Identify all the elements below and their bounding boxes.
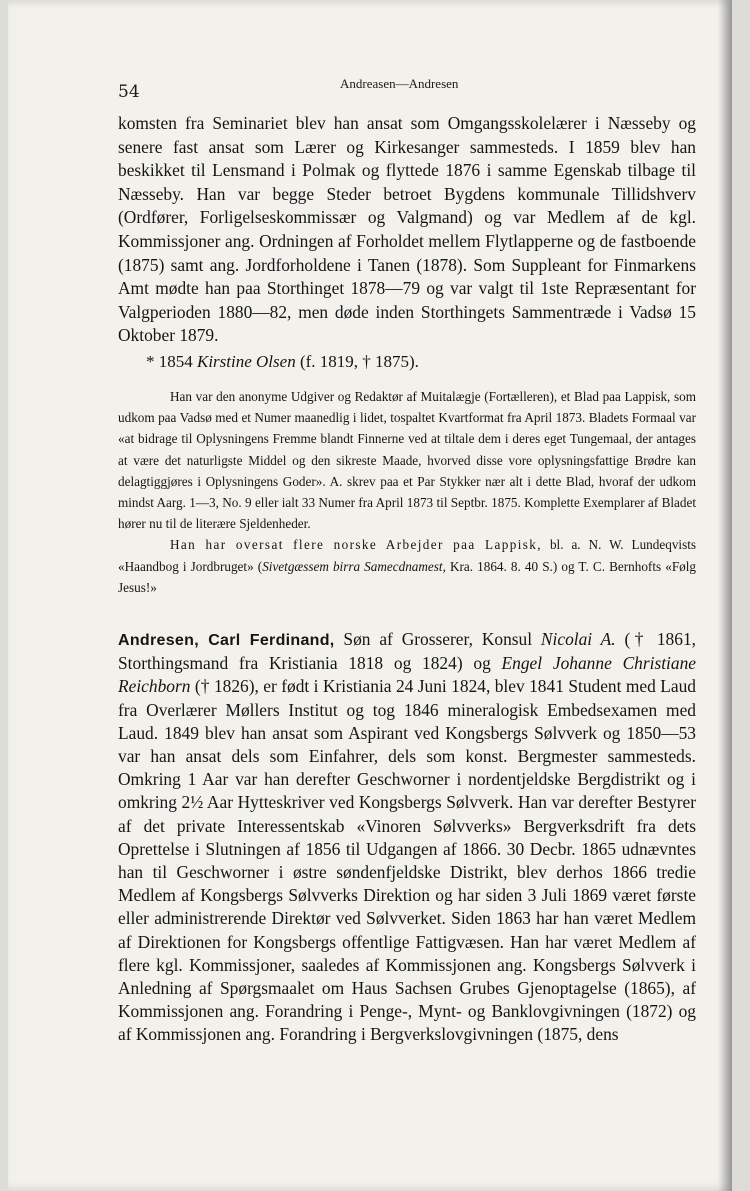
footnote-book-title: Sivetgæssem birra Samecdnamest [262, 558, 443, 574]
family-line [146, 350, 696, 374]
entry-text-2: († 1861, Storthingsmand fra Kristiania 1818 og 1824) og [118, 628, 696, 674]
spouse-name: Kirstine Olsen [197, 351, 296, 371]
entry-text-3: († 1826), er født i Kristiania 24 Juni 1824, blev 1841 Student med Laud fra Overlærer Møllers Institut og tog 1846 mineralogisk Embedsexamen med Laud. 1849 blev han ansat som Aspirant ved Kongsbergs Sølvverk og 1850—53 var han ansat dels som Einfahrer, dels som konst. Bergmester sammesteds. Omkring 1 Aar var han derefter Geschworner i nordentjeldske Bergdistrikt og i omkring 2½ Aar Hytteskriver ved Kongsbergs Sølvverk. Han var derefter Bestyrer af det private Interessentskab «Vinoren Sølvverks» Bergverksdrift fra dets Oprettelse i Slutningen af 1856 til Udgangen af 1866. 30 Decbr. 1865 udnævntes han til Geschworner i østre søndenfjeldske Distrikt, blev derhos 1866 tredie Medlem af Kongsbergs Sølvverks Direktion og har siden 3 Juli 1869 været første eller administrerende Direktør ved Sølvverket. Siden 1863 har han været Medlem af Direktionen for Kongsbergs offentlige Fattigvæsen. Han har været Medlem af flere kgl. Kommissjoner, saaledes af Kommissjonen ang. Kongsbergs Sølvverk i Anledning af Spørgsmaalet om Haus Sachsen Grubes Gjenoptagelse (1865), af Kommissjonen ang. Forandring i Penge-, Mynt- og Banklovgivningen (1872) og af Kommissjonen ang. Forandring i Bergverkslovgivningen (1875, dens [118, 676, 696, 1045]
book-page [8, 0, 732, 1191]
biography-entry [118, 628, 696, 1047]
continuation-paragraph: komsten fra Seminariet blev han ansat som Omgangsskolelærer i Næsseby og senere fast ansat som Lærer og Kirkesanger sammesteds. I 1859 blev han beskikket til Lensmand i Polmak og flyttede 1876 i samme Egenskab tilbage til Næsseby. Han var begge Steder betroet Bygdens kommunale Tillidshverv (Ordfører, Forligelseskommissær og Valgmand) og var Medlem af de kgl. Kommissjoner ang. Ordningen af Forholdet mellem Flytlapperne og de fastboende (1875) samt ang. Jordforholdene i Tanen (1878). Som Suppleant for Finmarkens Amt mødte han paa Storthinget 1878—79 og var valgt til 1ste Repræsentant for Valgperioden 1880—82, men døde inden Storthingets Sammentræde i Vadsø 15 Oktober 1879. [118, 113, 696, 346]
footnote-spaced-text: Han har oversat flere norske Arbejder paa Lappisk, [170, 537, 543, 553]
footnote-text-a: bl. a. N. W. Lundeqvists «Haandbog i Jordbruget» ( [118, 537, 697, 574]
entry-text-1: Søn af Grosserer, Konsul [334, 628, 541, 649]
father-name: Nicolai A. [540, 628, 616, 649]
mother-name: Engel Johanne Christiane Reichborn [118, 653, 696, 697]
running-title: Andreasen—Andresen [340, 76, 459, 91]
entry-headword: Andresen, Carl Ferdinand, [118, 631, 335, 649]
footnote-paragraph: Han var den anonyme Udgiver og Redaktør af Muitalægje (Fortælleren), et Blad paa Lappisk, som udkom paa Vadsø med et Numer maanedlig i lidet, tospaltet Kvartformat fra April 1873. Bladets Formaal var «at bidrage til Oplysningens Fremme blandt Finnerne ved at tiltale dem i deres eget Tungemaal, der antages at være det naturligste Middel og den sikreste Maade, hvorved disse vore oplysningsfattige Brødre kan delagtiggjøres i Oplysningens Goder». A. skrev paa et Par Stykker nær alt i dette Blad, hvoraf der udkom mindst Aarg. 1—3, No. 9 eller ialt 33 Numer fra April 1873 til Septbr. 1875. Komplette Exemplarer af Bladet hører nu til de literære Sjeldenheder. [118, 388, 696, 532]
page-number: 54 [118, 82, 140, 102]
marriage-prefix: * 1854 [146, 351, 193, 371]
body-text [118, 112, 696, 1047]
footnote-text-b: , Kra. 1864. 8. 40 S.) og T. C. Bernhofts «Følg Jesus!» [118, 558, 697, 595]
footnote-translations [118, 534, 696, 598]
spouse-dates: (f. 1819, † 1875). [299, 351, 419, 371]
